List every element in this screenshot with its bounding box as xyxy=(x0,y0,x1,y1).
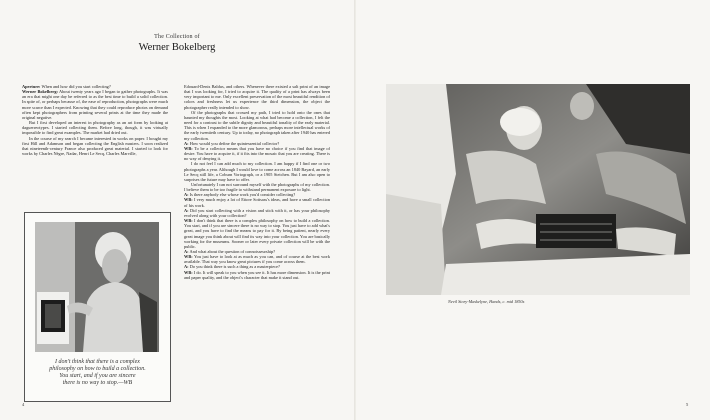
pull-quote-line: You start, and if you are sincere xyxy=(59,373,136,379)
paragraph xyxy=(184,110,330,141)
paragraph-text: I do not feel I can add much to my collection. I am happy if I find one or two photographs a year. Although I would love to come across an 1840 Bayard, an early Le Secq still life, a Coburn Vortograph, or a 1905 Steichen. But I am also open to surprises the future may have to offer. xyxy=(184,161,330,182)
speaker-label: A: xyxy=(184,249,189,254)
speaker-label: WB: xyxy=(184,254,193,260)
paragraph-text: You just have to look at as much as you can, and of course at the best work available. That way you know great pictures if you come across them. xyxy=(184,254,330,265)
hands-photograph xyxy=(386,84,690,295)
paragraph xyxy=(184,218,330,249)
speaker-label: WB: xyxy=(184,269,193,275)
paragraph xyxy=(184,84,330,110)
pull-quote-line: philosophy on how to build a collection. xyxy=(49,366,146,372)
page-number-left: 4 xyxy=(22,402,25,407)
paragraph-text: I very much enjoy a lot of Ettore Sottsass's ideas, and have a small collection of his work. xyxy=(184,197,330,208)
paragraph xyxy=(22,136,168,157)
paragraph xyxy=(184,182,330,192)
paragraph-text: About twenty years ago I began to gather photographs. It was an era that might one day be referred to as the best time to build a solid collection. In spite of, or perhaps because of, the ease of reproduction, photographs were much more scarce than I expected. Knowing that they could reproduce photos on demand often kept photographers from printing several prints at the time they made the original negative. xyxy=(22,89,168,120)
speaker-label: WB: xyxy=(184,197,193,203)
speaker-label: A: xyxy=(184,207,189,213)
paragraph xyxy=(184,254,330,264)
speaker-label: A: xyxy=(184,264,189,270)
paragraph-text: And what about the question of connoisseurship? xyxy=(189,249,276,254)
paragraph-text: Of the photographs that crossed my path, I tried to hold onto the ones that haunted my thoughts the most. Looking at what had become a collection, I felt the need for a contrast to the subtle dignity and beautiful tonality of the early material. This is when I expanded to the more glamorous, perhaps more intellectual works of the early twentieth century. Up to today, no photograph taken after 1940 has entered my collection. xyxy=(184,109,330,141)
portrait-photo xyxy=(35,222,159,352)
paragraph-text: Do you think there is such a thing as a masterpiece? xyxy=(189,264,280,270)
page-gutter xyxy=(354,0,356,420)
paragraph-text: I don't think that there is a complex philosophy on how to build a collection. You start, and if you are sincere there is no way to stop. You just have to add what's great, and you have to find the means to pay for it. By being patient, nearly every great image you think about will find its way into your collection. You are basically working for the museums. Sooner or later every private collection will be with the public. xyxy=(184,218,330,249)
paragraph xyxy=(184,161,330,182)
paragraph-text: Is there anybody else whose work you'd consider collecting? xyxy=(189,192,296,198)
speaker-label: Werner Bokelberg: xyxy=(22,89,58,95)
page-number-right: 5 xyxy=(686,402,689,407)
paragraph-text: Edouard-Denis Baldus, and others. Whenever there existed a salt print of an image that I was looking for, I tried to acquire it. The quality of a print has always been very important to me. Only excellent preservation of the most beautiful rendition of colors and freshness let us experience the third dimension, the object the photographer really intended to show. xyxy=(184,84,330,110)
paragraph xyxy=(22,120,168,135)
speaker-label: A: xyxy=(184,192,189,198)
paragraph-text: When and how did you start collecting? xyxy=(41,84,111,89)
pull-quote-line: I don't think that there is a complex xyxy=(55,359,140,365)
speaker-label: WB: xyxy=(184,218,193,224)
paragraph xyxy=(184,146,330,161)
paragraph xyxy=(184,208,330,218)
pull-quote xyxy=(33,359,162,387)
paragraph-text: But I first developed an interest in photography as an art form by looking at daguerreotypes. I started collecting them. Before long, though, it was virtually impossible to find great examples. The market had dried out. xyxy=(22,120,168,136)
paragraph-text: Did you start collecting with a vision and stick with it, or has your philosophy evolved along with your collection? xyxy=(184,207,330,218)
paragraph-text: Unfortunately I can not surround myself with the photographs of my collection. I believe them to be too fragile to withstand permanent exposure to light. xyxy=(184,181,330,193)
paragraph-text: I do. It will speak to you when you see it. It has more dimension. It is the print and paper quality, and the object's character that make it stand out. xyxy=(184,269,330,280)
paragraph xyxy=(184,197,330,207)
photo-caption: Nevil Story-Maskelyne, Hands, c. mid 1850s xyxy=(448,299,525,304)
text-column-middle xyxy=(184,84,330,404)
pull-quote-line: there is no way to stop.—WB xyxy=(62,380,133,386)
article-title: Werner Bokelberg xyxy=(138,42,216,53)
paragraph xyxy=(184,270,330,280)
speaker-label: Aperture: xyxy=(22,84,41,89)
paragraph xyxy=(22,89,168,120)
paragraph-text: In the course of my search I became interested in works on paper. I bought my first Hill and Adamson and began collecting the English masters. I soon realized that nineteenth-century France also produced great material. I started to look for works by Charles Nègre, Nadar, Henri Le Secq, Charles Marville, xyxy=(22,135,168,157)
portrait-inset xyxy=(24,212,171,402)
speaker-label: WB: xyxy=(184,145,193,151)
paragraph-text: To be a collector means that you have no choice if you find that image of desire. You have to acquire it, if it fits into the mosaic that you are creating. There is no way of denying it. xyxy=(184,145,330,162)
article-kicker: The Collection of xyxy=(154,34,200,40)
paragraph-text: How would you define the quintessential collector? xyxy=(189,140,280,146)
speaker-label: A: xyxy=(184,140,189,146)
